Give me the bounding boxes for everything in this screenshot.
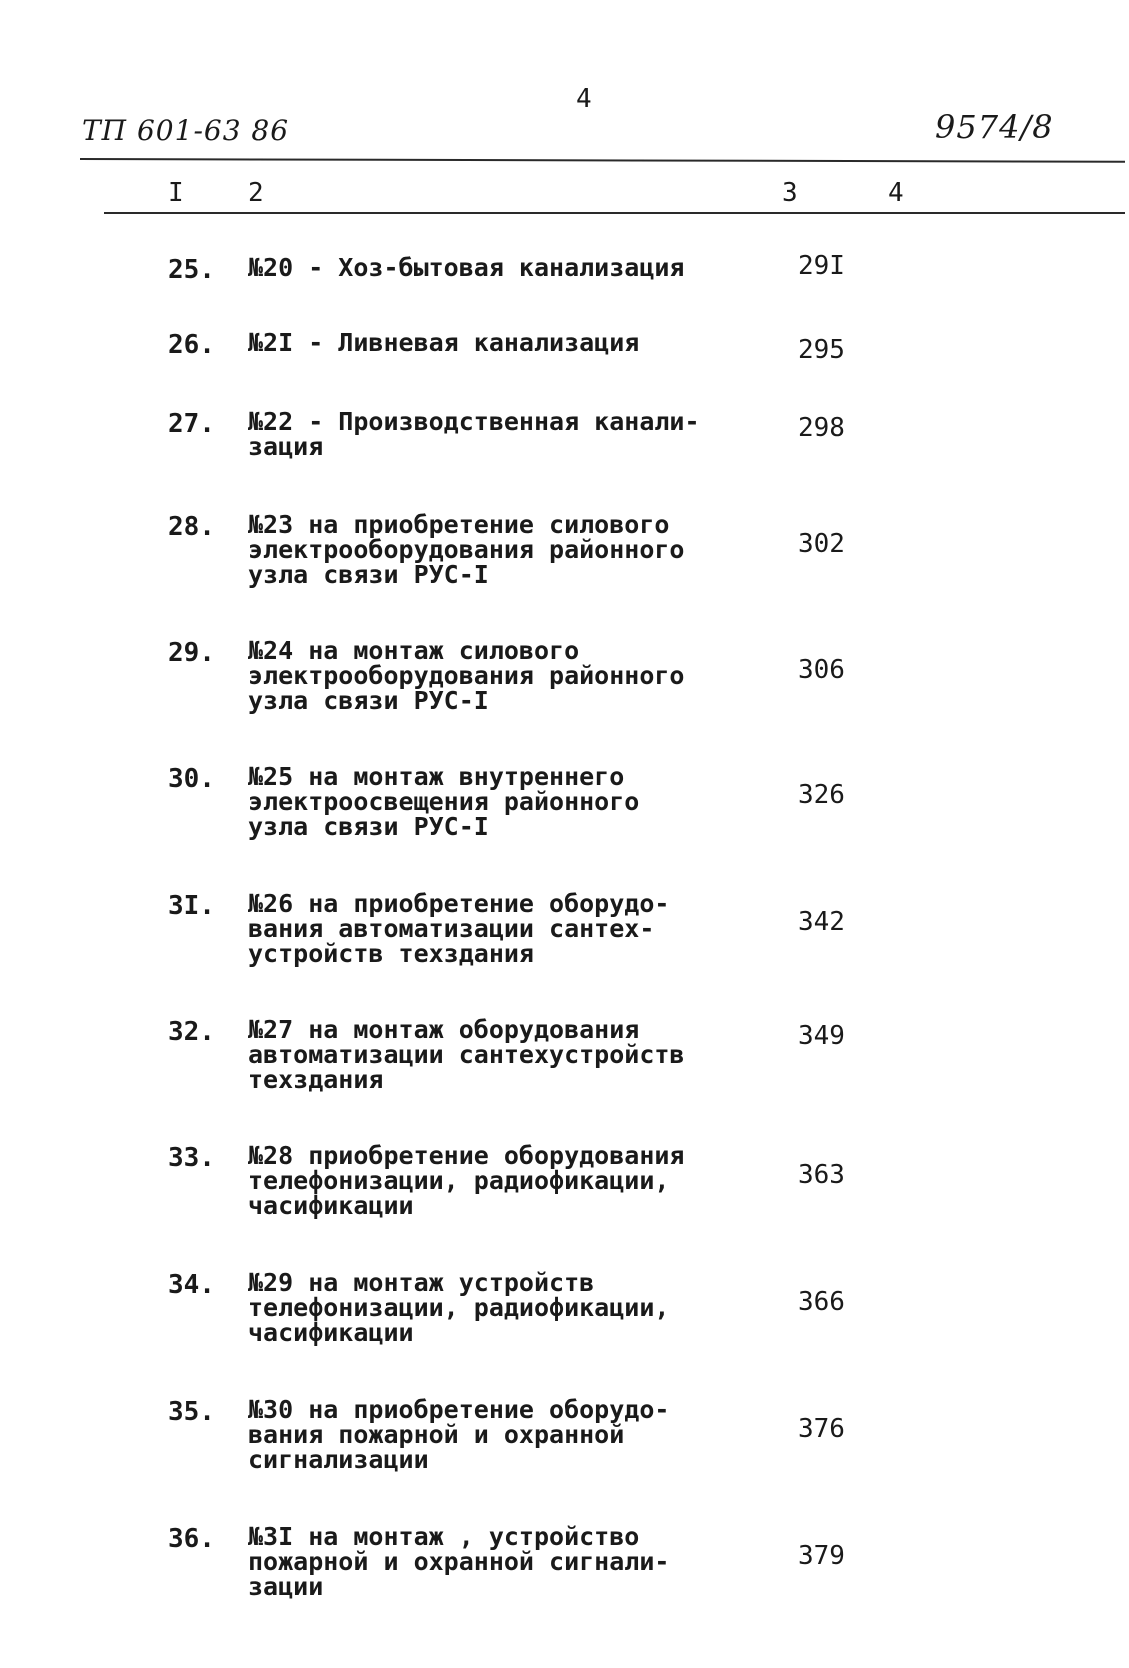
row-title: №27 на монтаж оборудования автоматизации сантехустройств техздания [248, 1015, 685, 1094]
row-page: 363 [798, 1160, 845, 1190]
row-title: №25 на монтаж внутреннего электроосвещения районного узла связи РУС-I [248, 762, 640, 841]
row-title: №2I - Ливневая канализация [248, 328, 640, 357]
row-number: 27. [168, 409, 215, 439]
row-number: 29. [168, 638, 215, 668]
document-code: ТП 601-63 86 [82, 114, 290, 147]
row-title: №23 на приобретение силового электрооборудования районного узла связи РУС-I [248, 510, 685, 589]
row-title: №20 - Хоз-бытовая канализация [248, 253, 685, 282]
row-title: №28 приобретение оборудования телефонизации, радиофикации, часификации [248, 1141, 685, 1220]
row-page: 349 [798, 1021, 845, 1051]
row-number: 25. [168, 255, 215, 285]
column-header-2: 2 [248, 178, 264, 208]
column-header-4: 4 [888, 178, 904, 208]
row-title: №30 на приобретение оборудо- вания пожарной и охранной сигнализации [248, 1395, 670, 1474]
row-page: 295 [798, 335, 845, 365]
row-number: 3I. [168, 891, 215, 921]
page-number: 4 [576, 84, 592, 114]
row-page: 366 [798, 1287, 845, 1317]
row-title: №22 - Производственная канали- зация [248, 407, 700, 461]
top-rule [80, 158, 1125, 163]
column-header-1: I [168, 178, 184, 208]
row-page: 298 [798, 413, 845, 443]
row-number: 30. [168, 764, 215, 794]
header-rule [104, 212, 1125, 214]
row-number: 28. [168, 512, 215, 542]
row-page: 379 [798, 1541, 845, 1571]
row-number: 34. [168, 1270, 215, 1300]
row-title: №3I на монтаж , устройство пожарной и охранной сигнали- зации [248, 1522, 670, 1601]
column-header-3: 3 [782, 178, 798, 208]
row-page: 29I [798, 251, 845, 281]
row-title: №24 на монтаж силового электрооборудования районного узла связи РУС-I [248, 636, 685, 715]
row-number: 26. [168, 330, 215, 360]
row-number: 33. [168, 1143, 215, 1173]
row-title: №29 на монтаж устройств телефонизации, радиофикации, часификации [248, 1268, 670, 1347]
row-title: №26 на приобретение оборудо- вания автоматизации сантех- устройств техздания [248, 889, 670, 968]
row-page: 326 [798, 780, 845, 810]
document-reference: 9574/8 [935, 108, 1054, 146]
row-page: 342 [798, 907, 845, 937]
row-page: 302 [798, 529, 845, 559]
row-page: 376 [798, 1414, 845, 1444]
row-number: 36. [168, 1524, 215, 1554]
row-page: 306 [798, 655, 845, 685]
row-number: 35. [168, 1397, 215, 1427]
row-number: 32. [168, 1017, 215, 1047]
